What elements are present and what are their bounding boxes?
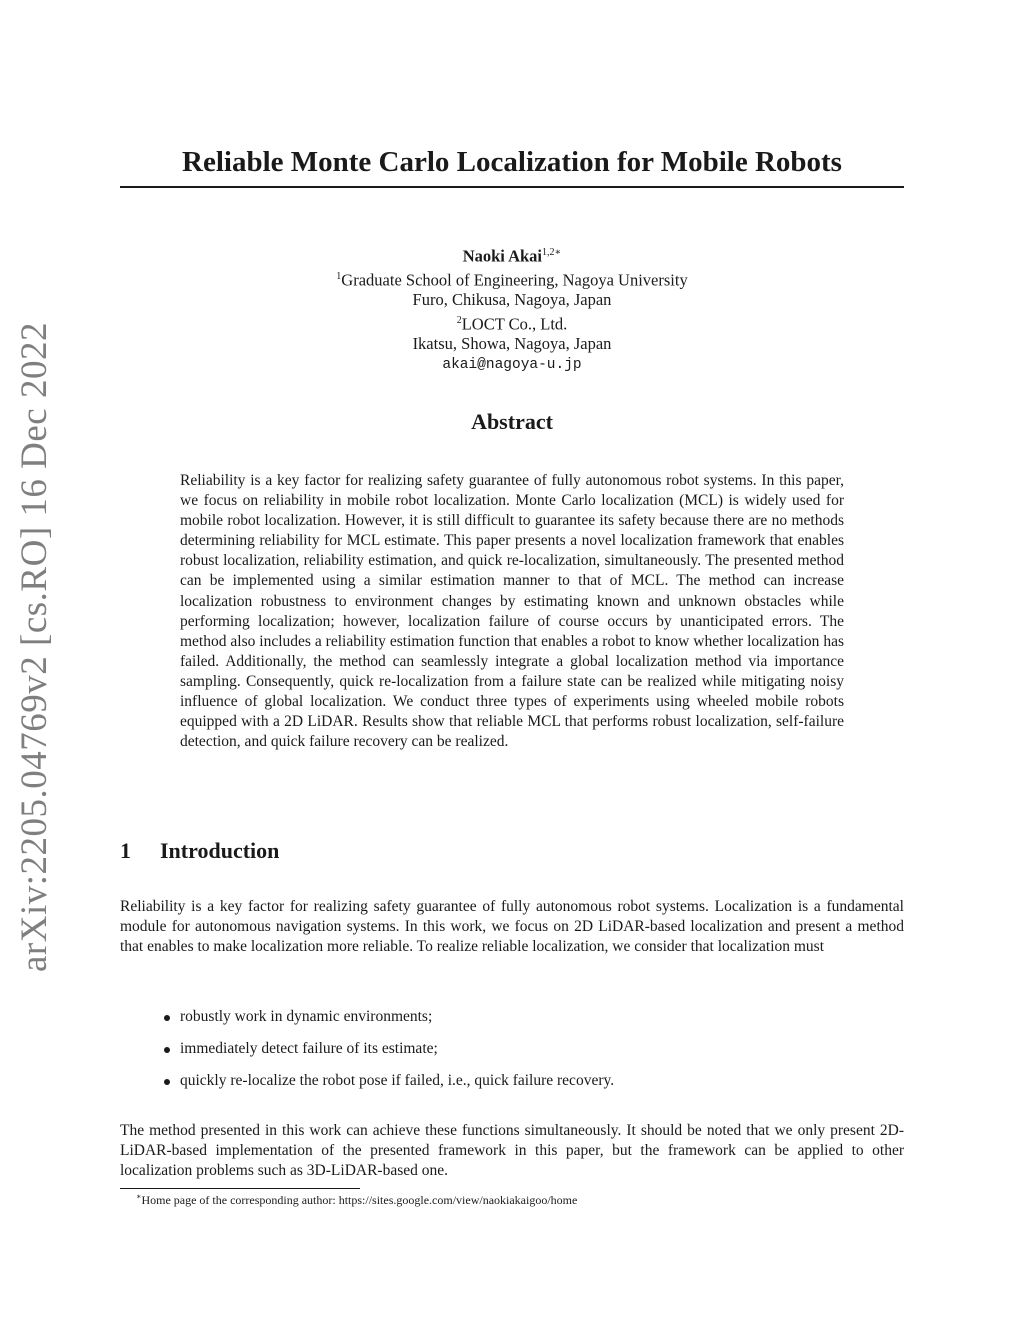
list-item: immediately detect failure of its estimate; (160, 1038, 904, 1070)
affiliation-1-mark: 1 (336, 270, 342, 282)
section-heading-introduction (120, 838, 904, 864)
list-item: robustly work in dynamic environments; (160, 1006, 904, 1038)
intro-paragraph-1: Reliability is a key factor for realizing safety guarantee of fully autonomous robot systems. Localization is a fundamental module for autonomous navigation systems. In this work, we focus on 2D LiDAR-based localization and present a method that enables to make localization more reliable. To realize reliable localization, we consider that localization must (120, 898, 904, 956)
arxiv-identifier: arXiv:2205.04769v2 [cs.RO] 16 Dec 2022 (14, 322, 55, 972)
list-item: quickly re-localize the robot pose if failed, i.e., quick failure recovery. (160, 1070, 904, 1102)
affiliation-2-address: Ikatsu, Showa, Nagoya, Japan (412, 334, 612, 354)
section-number: 1 (120, 838, 131, 863)
affiliation-1-name: Graduate School of Engineering, Nagoya University (341, 270, 688, 290)
footnote-mark: ∗ (136, 1192, 142, 1201)
affiliation-2 (120, 311, 904, 335)
footnote-text: Home page of the corresponding author: https://sites.google.com/view/naokiakaigoo/home (141, 1193, 578, 1207)
footnote-rule (120, 1188, 360, 1189)
author-name: Naoki Akai (462, 246, 543, 266)
author-email[interactable]: akai@nagoya-u.jp (442, 356, 582, 373)
affiliation-1-address: Furo, Chikusa, Nagoya, Japan (412, 290, 612, 310)
title-rule (120, 186, 904, 188)
paper-title: Reliable Monte Carlo Localization for Mobile Robots (182, 146, 842, 178)
requirements-list (160, 1006, 904, 1102)
author-marks: 1,2∗ (542, 247, 562, 258)
affiliation-2-name: LOCT Co., Ltd. (461, 314, 568, 334)
affiliation-1 (120, 267, 904, 291)
affiliation-2-mark: 2 (456, 314, 462, 326)
footnote (136, 1192, 904, 1208)
author-block (120, 243, 904, 375)
section-title: Introduction (160, 838, 280, 863)
intro-paragraph-2: The method presented in this work can achieve these functions simultaneously. It should be noted that we only present 2D-LiDAR-based implementation of the presented framework in this paper, but the framework can be applied to other localization problems such as 3D-LiDAR-based one. (120, 1122, 904, 1180)
abstract-text: Reliability is a key factor for realizing safety guarantee of fully autonomous robot systems. In this paper, we focus on reliability in mobile robot localization. Monte Carlo localization (MCL) is widely used for mobile robot localization. However, it is still difficult to guarantee its safety because there are no methods determining reliability for MCL estimate. This paper presents a novel localization framework that enables robust localization, reliability estimation, and quick re-localization, simultaneously. The presented method can be implemented using a similar estimation manner to that of MCL. The method can increase localization robustness to environment changes by estimating known and unknown obstacles while performing localization; however, localization failure of course occurs by unanticipated errors. The method also includes a reliability estimation function that enables a robot to know whether localization has failed. Additionally, the method can seamlessly integrate a global localization method via importance sampling. Consequently, quick re-localization from a failure state can be realized while mitigating noisy influence of global localization. We conduct three types of experiments using wheeled mobile robots equipped with a 2D LiDAR. Results show that reliable MCL that performs robust localization, self-failure detection, and quick failure recovery can be realized. (180, 472, 844, 751)
author-line (120, 243, 904, 267)
abstract-heading: Abstract (471, 409, 553, 434)
